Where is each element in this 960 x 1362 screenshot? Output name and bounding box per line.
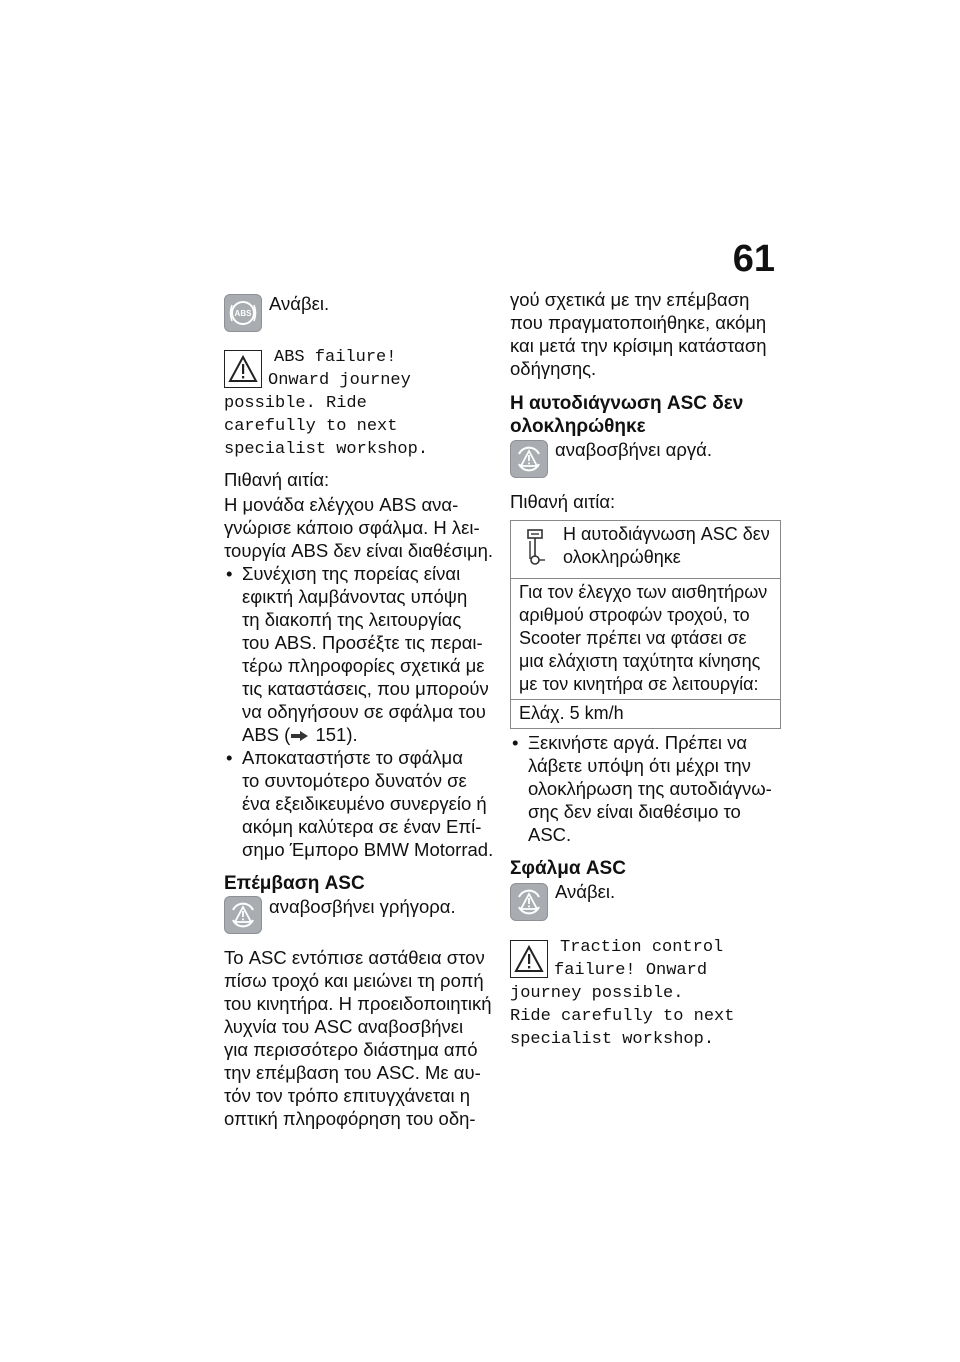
text-line: την επέμβαση του ASC. Με αυ- — [224, 1062, 481, 1083]
table-header-line: ολοκληρώθηκε — [563, 547, 681, 567]
table-header-cell — [511, 521, 781, 579]
table-body-line: μια ελάχιστη ταχύτητα κίνησης — [519, 651, 761, 671]
bullet-repair — [224, 746, 499, 861]
text-line: γού σχετικά με την επέμβαση — [510, 289, 750, 310]
bullet-line: του ABS. Προσέξτε τις περαι- — [242, 632, 483, 653]
cause-label: Πιθανή αιτία: — [224, 469, 330, 490]
table-body-line: με τον κινητήρα σε λειτουργία: — [519, 674, 759, 694]
abs-message-line-2: Onward journey — [268, 371, 411, 390]
table-header-line: Η αυτοδιάγνωση ASC δεν — [563, 524, 770, 544]
cause-text-line: Η μονάδα ελέγχου ABS ανα- — [224, 494, 459, 515]
abs-lamp-label: Ανάβει. — [269, 293, 330, 314]
abs-message-line-1: ABS failure! — [274, 348, 397, 367]
text-line: λυχνία του ASC αναβοσβήνει — [224, 1016, 464, 1037]
table-body-cell — [511, 579, 781, 700]
heading-self-diagnosis — [510, 392, 785, 438]
bullet-start-slowly — [510, 731, 785, 846]
asc-intervention-lamp-row — [224, 895, 499, 941]
asc-error-line-5: specialist workshop. — [510, 1030, 715, 1049]
abs-message-line-3: possible. Ride — [224, 394, 367, 413]
abs-warning-lamp-icon — [224, 294, 262, 332]
text-line: πίσω τροχό και μειώνει τη ροπή — [224, 970, 484, 991]
asc-intervention-text — [224, 946, 499, 1130]
heading-line: Η αυτοδιάγνωση ASC δεν — [510, 393, 744, 414]
self-diag-lamp-label: αναβοσβήνει αργά. — [555, 439, 712, 460]
asc-error-line-1: Traction control — [560, 938, 724, 957]
cause-label: Πιθανή αιτία: — [510, 491, 616, 512]
ref-prefix: ABS ( — [242, 724, 291, 745]
bullet-line: εφικτή λαμβάνοντας υπόψη — [242, 586, 468, 607]
abs-message-line-4: carefully to next — [224, 417, 398, 436]
text-line: οδήγησης. — [510, 358, 597, 379]
bullet-line: σης δεν είναι διαθέσιμο το — [528, 801, 741, 822]
table-value-row — [511, 700, 781, 729]
self-diag-info-table — [510, 520, 781, 729]
text-line: για περισσότερο διάστημα από — [224, 1039, 478, 1060]
abs-message-block — [224, 346, 499, 461]
heading-line: ολοκληρώθηκε — [510, 416, 646, 437]
asc-error-lamp-row — [510, 880, 785, 926]
asc-error-line-2: failure! Onward — [554, 961, 708, 980]
cause-text-line: γνώρισε κάποιο σφάλμα. Η λει- — [224, 517, 480, 538]
bullet-line: ASC. — [528, 824, 572, 845]
bullet-line: τις καταστάσεις, που μπορούν — [242, 678, 489, 699]
bullet-line: ένα εξειδικευμένο συνεργείο ή — [242, 793, 487, 814]
bullet-line: • Ξεκινήστε αργά. Πρέπει να — [528, 732, 748, 753]
heading-asc-error: Σφάλμα ASC — [510, 858, 626, 879]
asc-intervention-lamp-label: αναβοσβήνει γρήγορα. — [269, 896, 456, 917]
text-line: του κινητήρα. Η προειδοποιητική — [224, 993, 492, 1014]
table-body-line: Scooter πρέπει να φτάσει σε — [519, 628, 747, 648]
min-speed-cell: Ελάχ. 5 km/h — [511, 700, 781, 729]
bullet-line: ακόμη καλύτερα σε έναν Επί- — [242, 816, 482, 837]
bullet-line: το συντομότερο δυνατόν σε — [242, 770, 467, 791]
text-line: και μετά την κρίσιμη κατάσταση — [510, 335, 767, 356]
abs-message-line-5: specialist workshop. — [224, 440, 429, 459]
page-number: 61 — [732, 238, 775, 280]
wheel-sensor-icon — [525, 529, 547, 565]
asc-error-message-block — [510, 936, 785, 1051]
bullet-line: σημο Έμπορο BMW Motorrad. — [242, 839, 494, 860]
left-column — [224, 288, 499, 1130]
asc-warning-lamp-icon — [224, 896, 262, 934]
asc-error-lamp-label: Ανάβει. — [555, 881, 616, 902]
bullet-continue-riding — [224, 562, 499, 746]
self-diag-lamp-row — [510, 438, 785, 484]
bullet-line: να οδηγήσουν σε σφάλμα του — [242, 701, 486, 722]
bullet-line: • Συνέχιση της πορείας είναι — [242, 563, 461, 584]
asc-error-line-3: journey possible. — [510, 984, 684, 1003]
warning-triangle-icon — [224, 350, 262, 388]
continued-text — [510, 288, 785, 380]
heading-asc-intervention: Επέμβαση ASC — [224, 873, 365, 894]
asc-warning-lamp-icon — [510, 883, 548, 921]
text-line: τόν τον τρόπο επιτυγχάνεται η — [224, 1085, 470, 1106]
asc-warning-lamp-icon — [510, 440, 548, 478]
cause-text-line: τουργία ABS δεν είναι διαθέσιμη. — [224, 540, 494, 561]
cause-text — [224, 493, 499, 562]
table-body-line: αριθμού στροφών τροχού, το — [519, 605, 750, 625]
asc-error-line-4: Ride carefully to next — [510, 1007, 735, 1026]
text-line: Το ASC εντόπισε αστάθεια στον — [224, 947, 485, 968]
bullet-line: • Αποκαταστήστε το σφάλμα — [242, 747, 463, 768]
table-header-row — [511, 521, 781, 579]
table-body-line: Για τον έλεγχο των αισθητήρων — [519, 582, 768, 602]
right-column — [510, 288, 785, 1051]
bullet-line: τη διακοπή της λειτουργίας — [242, 609, 462, 630]
warning-triangle-icon — [510, 940, 548, 978]
table-body-row — [511, 579, 781, 700]
bullet-line: τέρω πληροφορίες σχετικά με — [242, 655, 485, 676]
arrow-right-icon — [290, 730, 310, 742]
abs-lamp-row — [224, 288, 499, 340]
page-reference[interactable] — [242, 723, 499, 746]
bullet-line: ολοκλήρωση της αυτοδιάγνω- — [528, 778, 772, 799]
ref-page: 151). — [315, 724, 358, 745]
svg-text:ABS: ABS — [234, 309, 252, 318]
text-line: που πραγματοποιήθηκε, ακόμη — [510, 312, 767, 333]
bullet-line: λάβετε υπόψη ότι μέχρι την — [528, 755, 751, 776]
text-line: οπτική πληροφόρηση του οδη- — [224, 1108, 476, 1129]
